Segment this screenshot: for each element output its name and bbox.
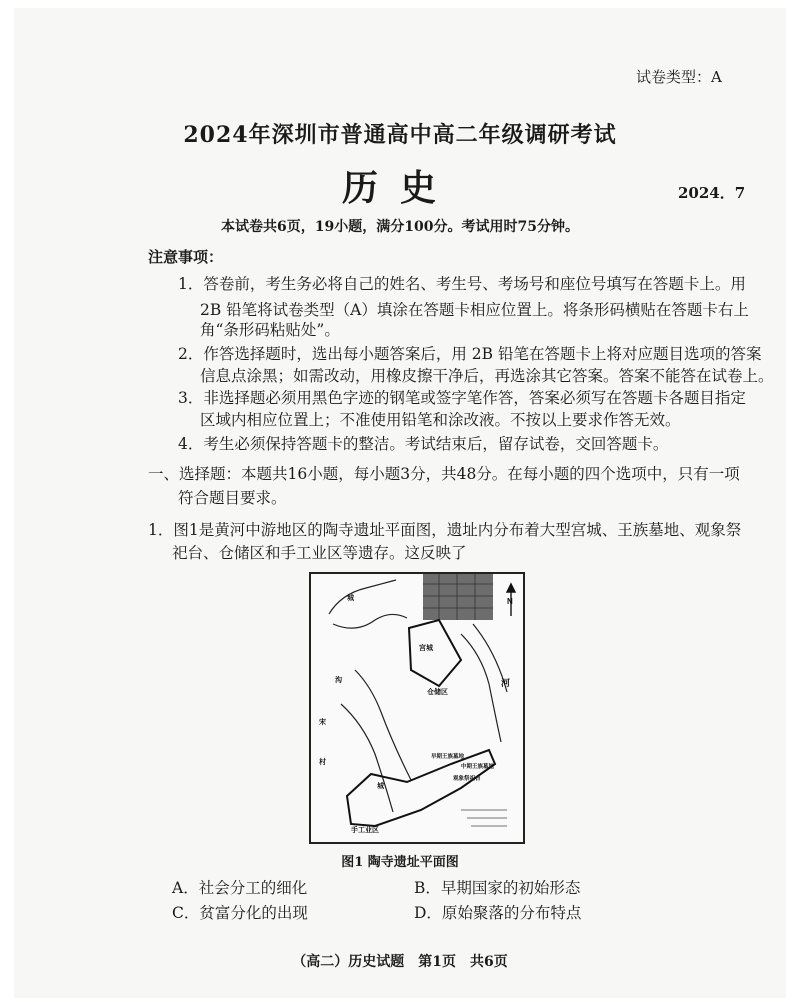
subject-title: 历史	[341, 167, 458, 209]
map-storage-label: 仓储区	[427, 689, 448, 696]
section-heading-cont: 符合题目要求。	[178, 489, 287, 507]
notice-heading: 注意事项：	[148, 248, 224, 266]
map-middle-tombs-label: 中期王族墓地	[461, 764, 495, 770]
notice-line: 角“条形码粘贴处”。	[200, 321, 340, 339]
exam-summary: 本试卷共6页，19小题，满分100分。考试用时75分钟。	[221, 219, 579, 235]
option-c[interactable]: C．贫富分化的出现	[172, 904, 308, 922]
map-ditch-label: 沟	[335, 677, 342, 684]
map-altar-label: 观象祭祀台	[453, 776, 481, 782]
paper-type-label: 试卷类型：A	[636, 68, 722, 86]
exam-paper	[14, 8, 786, 998]
map-city-wall	[347, 750, 495, 826]
exam-title: 2024年深圳市普通高中高二年级调研考试	[183, 122, 617, 148]
notice-line: 信息点涂黑；如需改动，用橡皮擦干净后，再选涂其它答案。答案不能答在试卷上。	[200, 367, 774, 385]
exam-date: 2024．7	[678, 184, 746, 202]
notice-line: 4．考生必须保持答题卡的整洁。考试结束后，留存试卷，交回答题卡。	[178, 435, 669, 453]
map-drawing	[311, 574, 523, 842]
map-city-label-b: 城	[377, 783, 384, 790]
map-north-label: N	[507, 597, 513, 606]
map-village-label-a: 宋	[319, 719, 326, 726]
map-palace-label: 宫城	[419, 645, 433, 652]
section-heading: 一、选择题：本题共16小题，每小题3分，共48分。在每小题的四个选项中，只有一项	[148, 465, 740, 483]
option-a[interactable]: A．社会分工的细化	[172, 879, 308, 897]
map-village-label-b: 村	[319, 759, 326, 766]
page-footer: （高二）历史试题 第1页 共6页	[292, 954, 508, 970]
option-d[interactable]: D．原始聚落的分布特点	[414, 904, 582, 922]
question-1-stem-cont: 祀台、仓储区和手工业区等遗存。这反映了	[172, 544, 467, 562]
map-river-label: 河	[501, 678, 511, 688]
map-city-label-a: 城	[347, 595, 354, 602]
map-handicraft-label: 手工业区	[351, 827, 379, 834]
notice-line: 2B 铅笔将试卷类型（A）填涂在答题卡相应位置上。将条形码横贴在答题卡右上	[200, 301, 749, 319]
notice-line: 1．答卷前，考生务必将自己的姓名、考生号、考场号和座位号填写在答题卡上。用	[178, 275, 746, 293]
question-1-stem: 1．图1是黄河中游地区的陶寺遗址平面图，遗址内分布着大型宫城、王族墓地、观象祭	[148, 521, 742, 539]
notice-line: 区域内相应位置上；不准使用铅笔和涂改液。不按以上要求作答无效。	[200, 411, 681, 429]
map-palace-outline	[409, 620, 461, 686]
option-b[interactable]: B．早期国家的初始形态	[414, 879, 581, 897]
map-hatching-bottom	[461, 810, 507, 826]
taosi-site-map	[309, 572, 525, 844]
map-hatched-settlement	[423, 574, 493, 620]
figure-caption: 图1 陶寺遗址平面图	[341, 855, 459, 870]
notice-line: 2．作答选择题时，选出每小题答案后，用 2B 铅笔在答题卡上将对应题目选项的答案	[178, 345, 762, 363]
notice-line: 3．非选择题必须用黑色字迹的钢笔或签字笔作答，答案必须写在答题卡各题目指定	[178, 389, 746, 407]
map-early-tombs-label: 早期王族墓地	[431, 754, 465, 760]
